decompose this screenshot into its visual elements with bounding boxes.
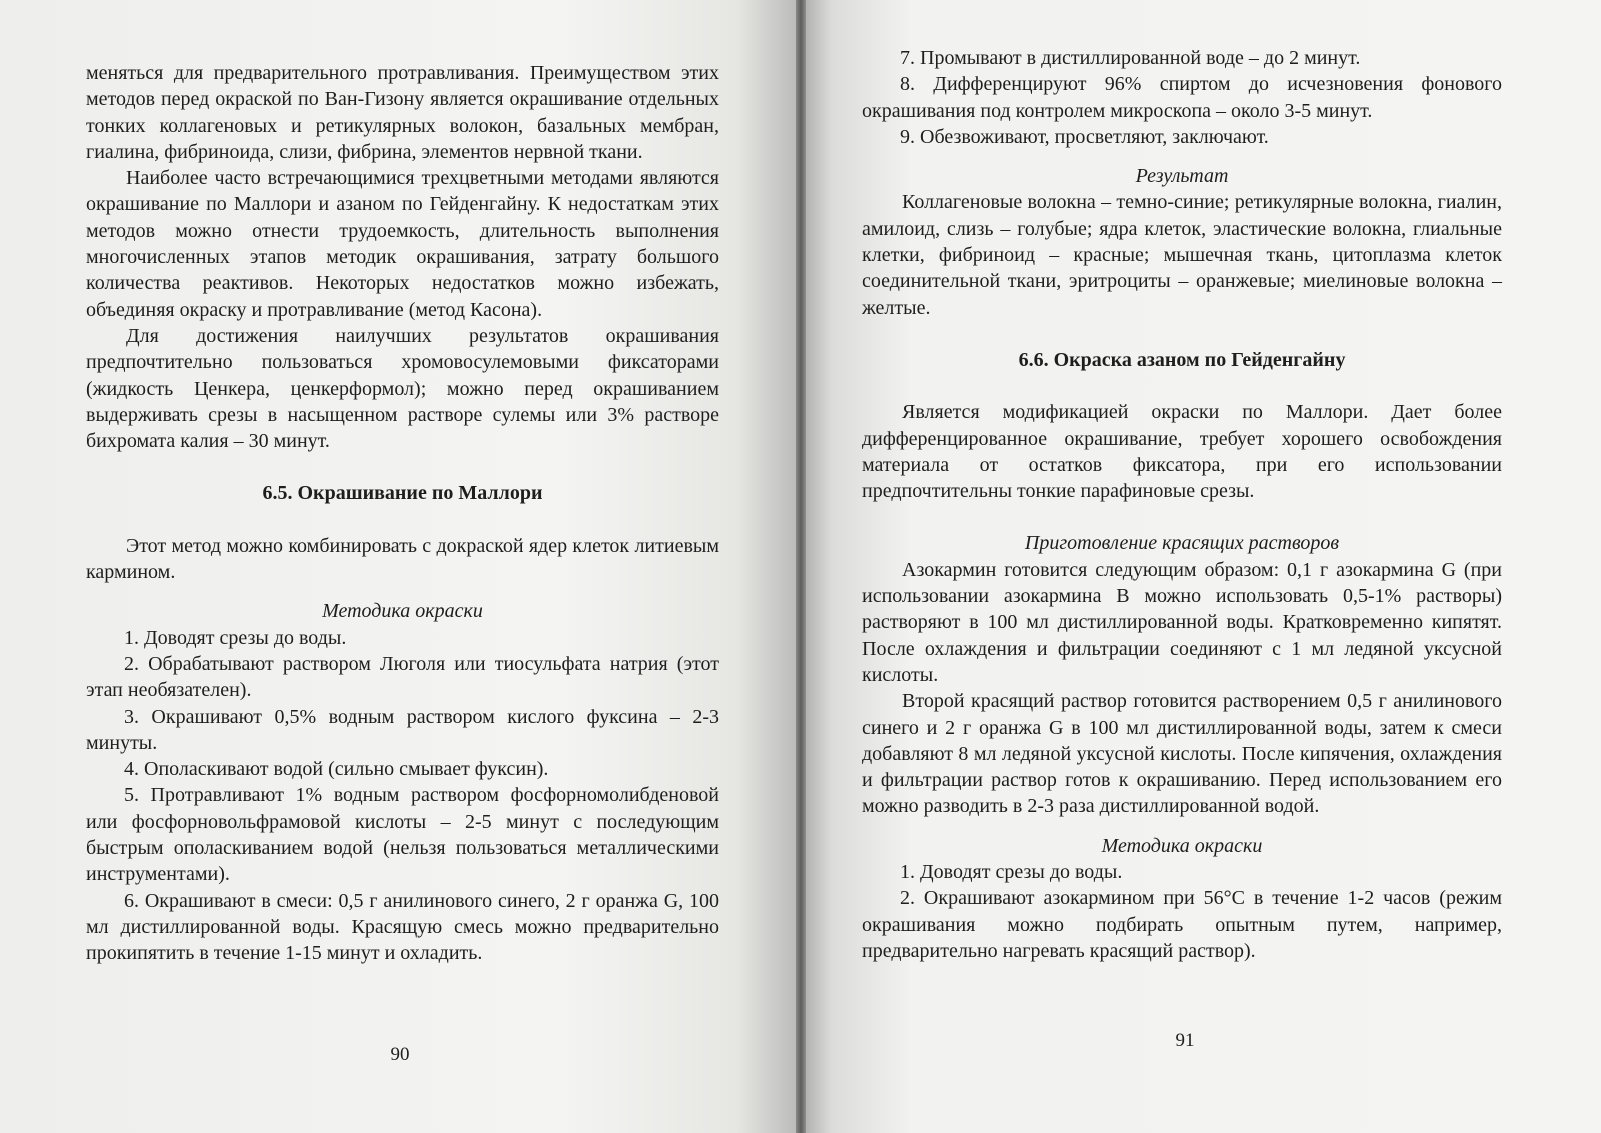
- paragraph: Второй красящий раствор готовится растворением 0,5 г анилинового синего и 2 г оранжа G в 100 мл дистиллированной воды, затем к смеси добавляют 8 мл ледяной уксусной кислоты. После кипячения, охлаждения и фильтрации раствор готов к окрашиванию. Перед использованием его можно разводить в 2-3 раза дистиллированной водой.: [862, 690, 1502, 818]
- list-item: 2. Окрашивают азокармином при 56°С в течение 1-2 часов (режим окрашивания можно подбирать опытным путем, например, предварительно нагревать красящий раствор).: [862, 887, 1502, 962]
- list-item: 8. Дифференцируют 96% спиртом до исчезновения фонового окрашивания под контролем микроскопа – около 3-5 минут.: [862, 73, 1502, 122]
- book-gutter: [796, 0, 806, 1133]
- left-page: [0, 0, 800, 1133]
- paragraph: Является модификацией окраски по Маллори. Дает более дифференцированное окрашивание, требует хорошего освобождения материала от остатков фиксатора, при его использовании предпочтительны тонкие парафиновые срезы.: [862, 401, 1502, 503]
- subheading: Методика окраски: [322, 600, 483, 623]
- paragraph: Этот метод можно комбинировать с докраской ядер клеток литиевым кармином.: [86, 534, 719, 584]
- list-item: 3. Окрашивают 0,5% водным раствором кислого фуксина – 2-3 минуты.: [86, 705, 719, 754]
- right-page-text: [862, 45, 1502, 964]
- paragraph: Коллагеновые волокна – темно-синие; ретикулярные волокна, гиалин, амилоид, слизь – голубые; ядра клеток, эластические волокна, глиальные клетки, фибриноид – красные; мышечная ткань, цитоплазма клеток соединительной ткани, эритроциты – оранжевые; миелиновые волокна – желтые.: [862, 191, 1502, 319]
- left-page-text: [86, 60, 719, 967]
- paragraph: Наиболее часто встречающимися трехцветными методами являются окрашивание по Маллори и азаном по Гейденгайну. К недостаткам этих методов можно отнести трудоемкость, длительность выполнения многочисленных этапов методик окрашивания, затрату большого количества реактивов. Некоторых недостатков можно избежать, объединяя окраску и протравливание (метод Касона).: [86, 167, 719, 321]
- list-item: 7. Промывают в дистиллированной воде – до 2 минут.: [900, 47, 1361, 69]
- paragraph: меняться для предварительного протравливания. Преимуществом этих методов перед окраской по Ван-Гизону является окрашивание отдельных тонких коллагеновых и ретикулярных волокон, базальных мембран, гиалина, фибриноида, слизи, фибрина, элементов нервной ткани.: [86, 62, 719, 163]
- section-heading: 6.5. Окрашивание по Маллори: [262, 482, 543, 505]
- page-number: 90: [390, 1044, 410, 1065]
- list-item: 4. Ополаскивают водой (сильно смывает фуксин).: [124, 758, 549, 781]
- subheading: Приготовление красящих растворов: [1024, 532, 1340, 555]
- page-number: 91: [1175, 1030, 1195, 1051]
- list-item: 1. Доводят срезы до воды.: [900, 861, 1123, 884]
- list-item: 2. Обрабатывают раствором Люголя или тиосульфата натрия (этот этап необязателен).: [86, 652, 719, 702]
- subheading: Результат: [1135, 165, 1229, 188]
- list-item: 1. Доводят срезы до воды.: [124, 626, 347, 649]
- list-item: 6. Окрашивают в смеси: 0,5 г анилинового синего, 2 г оранжа G, 100 мл дистиллированной воды. Красящую смесь можно предварительно прокипятить в течение 1-15 минут и охладить.: [86, 889, 719, 965]
- list-item: 5. Протравливают 1% водным раствором фосфорномолибденовой или фосфорновольфрамовой кислоты – 2-5 минут с последующим быстрым ополаскиванием водой (нельзя пользоваться металлическими инструментами).: [86, 784, 719, 886]
- list-item: 9. Обезвоживают, просветляют, заключают.: [900, 125, 1269, 148]
- paragraph: Для достижения наилучших результатов окрашивания предпочтительно пользоваться хромовосулемовыми фиксаторами (жидкость Ценкера, ценкерформол); можно перед окрашиванием выдерживать срезы в насыщенном растворе сулемы или 3% растворе бихромата калия – 30 минут.: [86, 324, 719, 453]
- section-heading: 6.6. Окраска азаном по Гейденгайну: [1018, 348, 1346, 371]
- right-page: [800, 0, 1601, 1133]
- subheading: Методика окраски: [1101, 834, 1263, 857]
- paragraph: Азокармин готовится следующим образом: 0,1 г азокармина G (при использовании азокармина В можно использовать 0,5-1% растворы) растворяют в 100 мл дистиллированной воды. Кратковременно кипятят. После охлаждения и фильтрации соединяют с 1 мл ледяной уксусной кислоты.: [862, 558, 1502, 686]
